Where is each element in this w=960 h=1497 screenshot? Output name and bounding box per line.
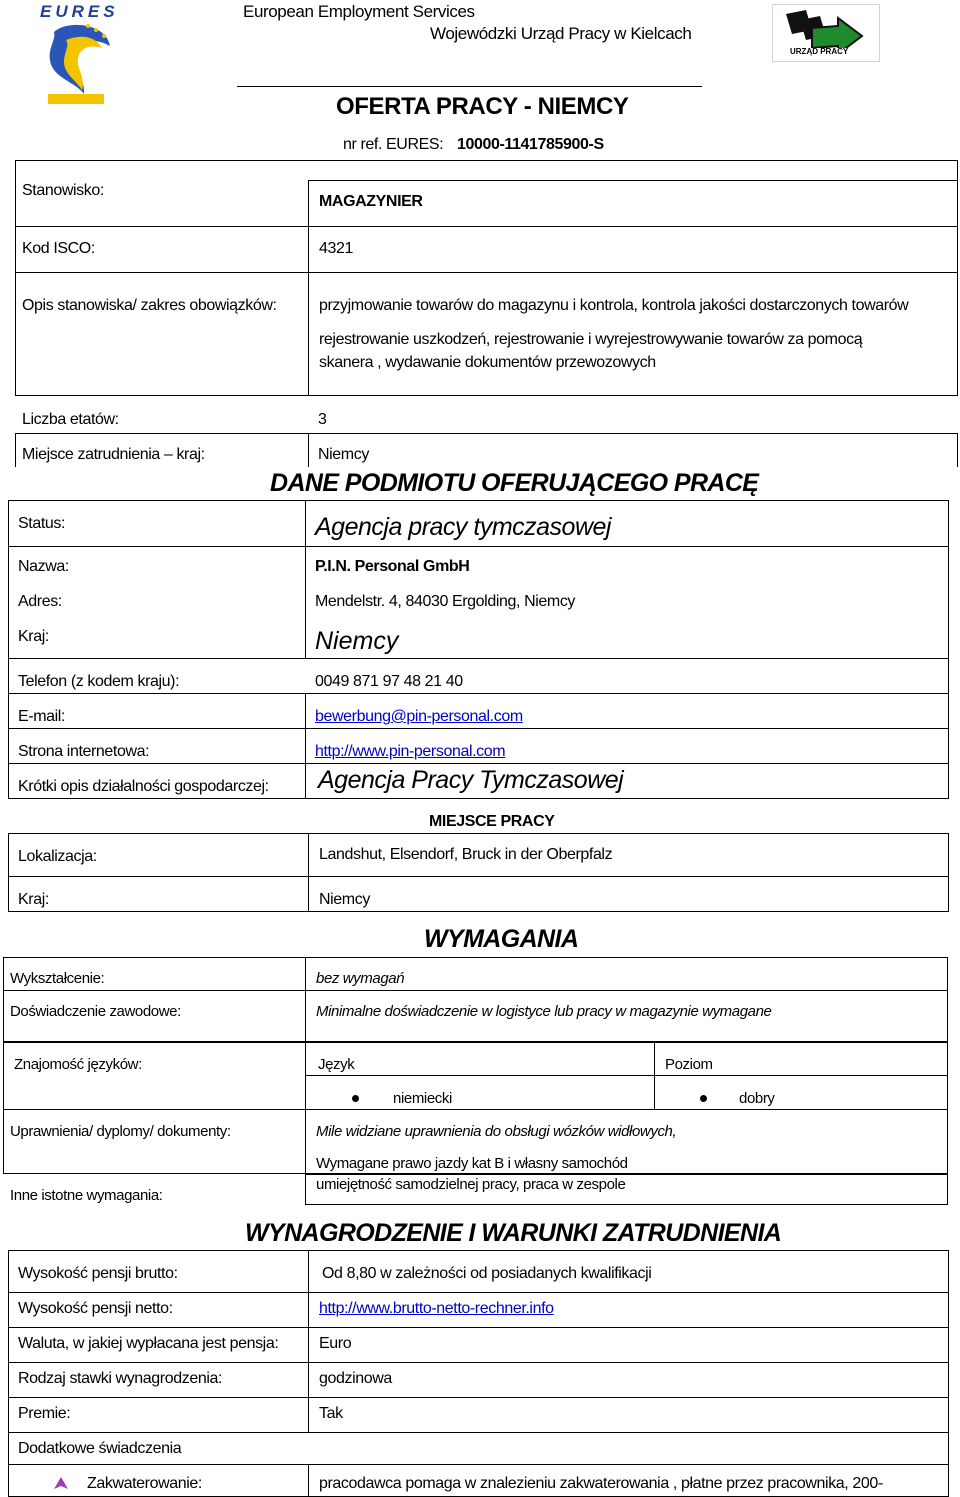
opis-label: Opis stanowiska/ zakres obowiązków:: [22, 297, 277, 314]
telefon-value: 0049 871 97 48 21 40: [315, 673, 463, 690]
bullet-dot: [700, 1095, 707, 1102]
requirements-box-1: [3, 957, 948, 1042]
jezyk-value: niemiecki: [393, 1090, 452, 1107]
uprawnienia-value: Mile widziane uprawnienia do obsługi wózków widłowych,: [316, 1123, 677, 1140]
poziom-column-header: Poziom: [665, 1056, 713, 1073]
inne-line-1: Wymagane prawo jazdy kat B i własny samochód: [316, 1155, 628, 1172]
dzialalnosc-value: Agencja Pracy Tymczasowej: [318, 766, 624, 794]
isco-value: 4321: [319, 240, 353, 257]
email-link[interactable]: bewerbung@pin-personal.com: [315, 708, 523, 725]
kraj-label: Kraj:: [18, 628, 49, 645]
workplace-kraj-value: Niemcy: [319, 891, 370, 908]
header-rule: [237, 86, 702, 87]
rodzaj-value: godzinowa: [319, 1370, 392, 1387]
opis-line-3: skanera , wydawanie dokumentów przewozowych: [319, 354, 656, 371]
status-value: Agencja pracy tymczasowej: [315, 513, 611, 541]
netto-link[interactable]: http://www.brutto-netto-rechner.info: [319, 1300, 554, 1317]
etaty-value: 3: [318, 411, 327, 428]
adres-label: Adres:: [18, 593, 62, 610]
brutto-label: Wysokość pensji brutto:: [18, 1265, 178, 1282]
stanowisko-label: Stanowisko:: [22, 182, 104, 199]
ref-prefix: nr ref. EURES:: [343, 136, 444, 153]
wyksztalcenie-label: Wykształcenie:: [10, 970, 105, 987]
page-title: OFERTA PRACY - NIEMCY: [336, 93, 629, 120]
dzialalnosc-label: Krótki opis działalności gospodarczej:: [18, 778, 269, 795]
premie-value: Tak: [319, 1405, 343, 1422]
brutto-value: Od 8,80 w zależności od posiadanych kwalifikacji: [322, 1265, 652, 1282]
isco-label: Kod ISCO:: [22, 240, 95, 257]
zakwaterowanie-value: pracodawca pomaga w znalezieniu zakwaterowania , płatne przez pracownika, 200-: [319, 1475, 883, 1492]
employer-heading: DANE PODMIOTU OFERUJĄCEGO PRACĘ: [270, 469, 759, 497]
waluta-label: Waluta, w jakiej wypłacana jest pensja:: [18, 1335, 279, 1352]
wup-logo-text: URZĄD PRACY: [790, 47, 849, 56]
lokalizacja-value: Landshut, Elsendorf, Bruck in der Oberpfalz: [319, 846, 613, 863]
opis-line-1: przyjmowanie towarów do magazynu i kontrola, kontrola jakości dostarczonych towarów: [319, 297, 909, 314]
nazwa-label: Nazwa:: [18, 558, 69, 575]
nazwa-value: P.I.N. Personal GmbH: [315, 558, 470, 575]
org-line-1: European Employment Services: [243, 2, 475, 21]
adres-value: Mendelstr. 4, 84030 Ergolding, Niemcy: [315, 593, 576, 610]
opis-line-2: rejestrowanie uszkodzeń, rejestrowanie i wyrejestrowywanie towarów za pomocą: [319, 331, 863, 348]
dodatkowe-label: Dodatkowe świadczenia: [18, 1440, 182, 1457]
miejsce-value: Niemcy: [318, 446, 369, 463]
jezyki-label: Znajomość języków:: [14, 1056, 142, 1073]
doswiadczenie-value: Minimalne doświadczenie w logistyce lub pracy w magazynie wymagane: [316, 1003, 772, 1020]
doswiadczenie-label: Doświadczenie zawodowe:: [10, 1003, 181, 1020]
ref-number: 10000-1141785900-S: [457, 136, 604, 153]
workplace-box: [8, 833, 949, 912]
stanowisko-value: MAGAZYNIER: [319, 193, 423, 210]
inne-label: Inne istotne wymagania:: [10, 1187, 163, 1204]
eures-logo-text: EURES: [40, 2, 119, 21]
email-label: E-mail:: [18, 708, 65, 725]
etaty-label: Liczba etatów:: [22, 411, 119, 428]
salary-heading: WYNAGRODZENIE I WARUNKI ZATRUDNIENIA: [245, 1219, 782, 1247]
telefon-label: Telefon (z kodem kraju):: [18, 673, 180, 690]
kraj-value: Niemcy: [315, 627, 399, 655]
arrow-bullet-icon: [53, 1476, 69, 1490]
inne-line-2: umiejętność samodzielnej pracy, praca w zespole: [316, 1176, 626, 1193]
wyksztalcenie-value: bez wymagań: [316, 970, 405, 987]
requirements-heading: WYMAGANIA: [424, 925, 579, 953]
zakwaterowanie-label: Zakwaterowanie:: [87, 1475, 202, 1492]
lokalizacja-label: Lokalizacja:: [18, 848, 97, 865]
www-label: Strona internetowa:: [18, 743, 150, 760]
workplace-heading: MIEJSCE PRACY: [429, 813, 555, 830]
bullet-dot: [352, 1095, 359, 1102]
waluta-value: Euro: [319, 1335, 352, 1352]
jezyk-column-header: Język: [318, 1056, 355, 1073]
poziom-value: dobry: [739, 1090, 775, 1107]
uprawnienia-label: Uprawnienia/ dyplomy/ dokumenty:: [10, 1123, 231, 1140]
workplace-kraj-label: Kraj:: [18, 891, 49, 908]
netto-label: Wysokość pensji netto:: [18, 1300, 173, 1317]
premie-label: Premie:: [18, 1405, 71, 1422]
www-link[interactable]: http://www.pin-personal.com: [315, 743, 506, 760]
miejsce-label: Miejsce zatrudnienia – kraj:: [22, 446, 205, 463]
status-label: Status:: [18, 515, 66, 532]
rodzaj-label: Rodzaj stawki wynagrodzenia:: [18, 1370, 223, 1387]
org-line-2: Wojewódzki Urząd Pracy w Kielcach: [430, 24, 692, 43]
